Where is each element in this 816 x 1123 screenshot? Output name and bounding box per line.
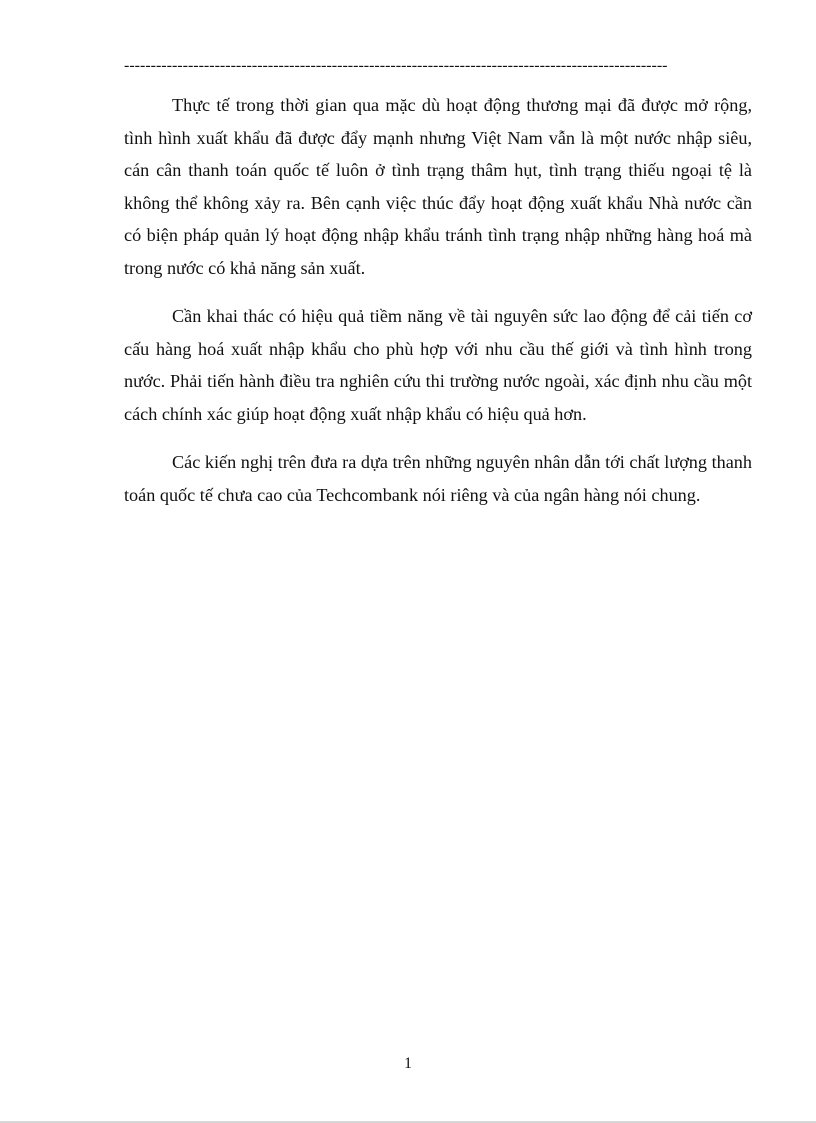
paragraph-recommendations: Các kiến nghị trên đưa ra dựa trên những nguyên nhân dẫn tới chất lượng thanh toán quốc tế chưa cao của Techcombank nói riêng và của ngân hàng nói chung. (124, 452, 752, 505)
paragraph-trade-deficit: Thực tế trong thời gian qua mặc dù hoạt động thương mại đã được mở rộng, tình hình xuất khẩu đã được đẩy mạnh nhưng Việt Nam vẫn là một nước nhập siêu, cán cân thanh toán quốc tế luôn ở tình trạng thâm hụt, tình trạng thiếu ngoại tệ là không thể không xảy ra. Bên cạnh việc thúc đẩy hoạt động xuất khẩu Nhà nước cần có biện pháp quản lý hoạt động nhập khẩu tránh tình trạng nhập những hàng hoá mà trong nước có khả năng sản xuất. (124, 95, 752, 278)
page-number: 1 (404, 1055, 412, 1072)
header-dash-rule: ------------------------------------------------------------------------------------------------------ (124, 57, 668, 74)
paragraph-resource-development: Cần khai thác có hiệu quả tiềm năng về tài nguyên sức lao động để cải tiến cơ cấu hàng hoá xuất nhập khẩu cho phù hợp với nhu cầu thế giới và tình hình trong nước. Phải tiến hành điều tra nghiên cứu thi trường nước ngoài, xác định nhu cầu một cách chính xác giúp hoạt động xuất nhập khẩu có hiệu quả hơn. (124, 306, 752, 424)
document-body (124, 89, 752, 527)
